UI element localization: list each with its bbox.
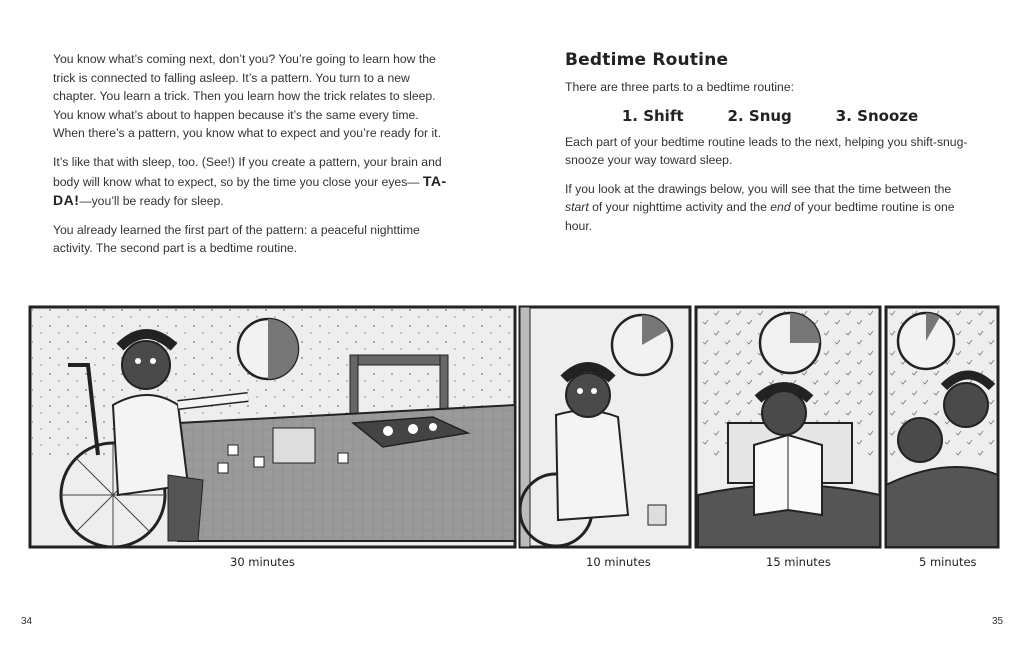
section-heading: Bedtime Routine — [565, 50, 729, 70]
clock-icon — [760, 313, 820, 373]
page-number-right: 35 — [992, 616, 1004, 627]
emphasis-end: end — [770, 200, 791, 215]
text-span: —you’ll be ready for sleep. — [79, 194, 224, 209]
caption-10-minutes: 10 minutes — [586, 555, 651, 569]
panel-snug — [696, 307, 880, 547]
text-span: If you look at the drawings below, you will see that the time between the — [565, 181, 952, 196]
panel-puzzle — [30, 307, 515, 547]
tada-emphasis: TA-DA! — [53, 172, 447, 209]
clock-icon — [898, 313, 954, 369]
caption-30-minutes: 30 minutes — [230, 555, 295, 569]
panel-snooze — [886, 307, 998, 547]
caption-5-minutes: 5 minutes — [919, 555, 977, 569]
paragraph-intro: There are three parts to a bedtime routine: — [565, 80, 794, 94]
clock-icon — [238, 319, 298, 379]
step-shift: 1. Shift — [621, 106, 684, 125]
page-number-left: 34 — [21, 616, 33, 627]
illustration-strip — [28, 305, 1000, 549]
emphasis-start: start — [565, 200, 589, 215]
step-snooze: 3. Snooze — [835, 106, 919, 125]
clock-icon — [612, 315, 672, 375]
right-column — [565, 50, 975, 246]
panel-shift — [520, 307, 690, 547]
paragraph-steps-lead: Each part of your bedtime routine leads to the next, helping you shift-snug-snooze your way toward sleep. — [565, 134, 968, 168]
paragraph-sleep-pattern — [53, 153, 453, 211]
step-snug: 2. Snug — [727, 106, 792, 125]
routine-steps — [565, 107, 975, 125]
paragraph-first-part: You already learned the first part of the pattern: a peaceful nighttime activity. The second part is a bedtime routine. — [53, 222, 420, 256]
left-column — [53, 50, 453, 268]
text-span: of your bedtime routine is one hour. — [565, 200, 955, 233]
paragraph-pattern: You know what’s coming next, don’t you? You’re going to learn how the trick is connected to falling asleep. It’s a pattern. You turn to a new chapter. You learn a trick. Then you learn how the trick relates to sleep. You know what’s about to happen because it’s the same every time. When there’s a pattern, you know what to expect and you’re ready for it. — [53, 52, 441, 141]
text-span: of your nighttime activity and the — [588, 200, 771, 215]
text-span: It’s like that with sleep, too. (See!) If you create a pattern, your brain and body will know what to expect, so by the time you close your eyes— — [53, 154, 442, 189]
paragraph-drawings — [565, 180, 975, 236]
caption-15-minutes: 15 minutes — [766, 555, 831, 569]
